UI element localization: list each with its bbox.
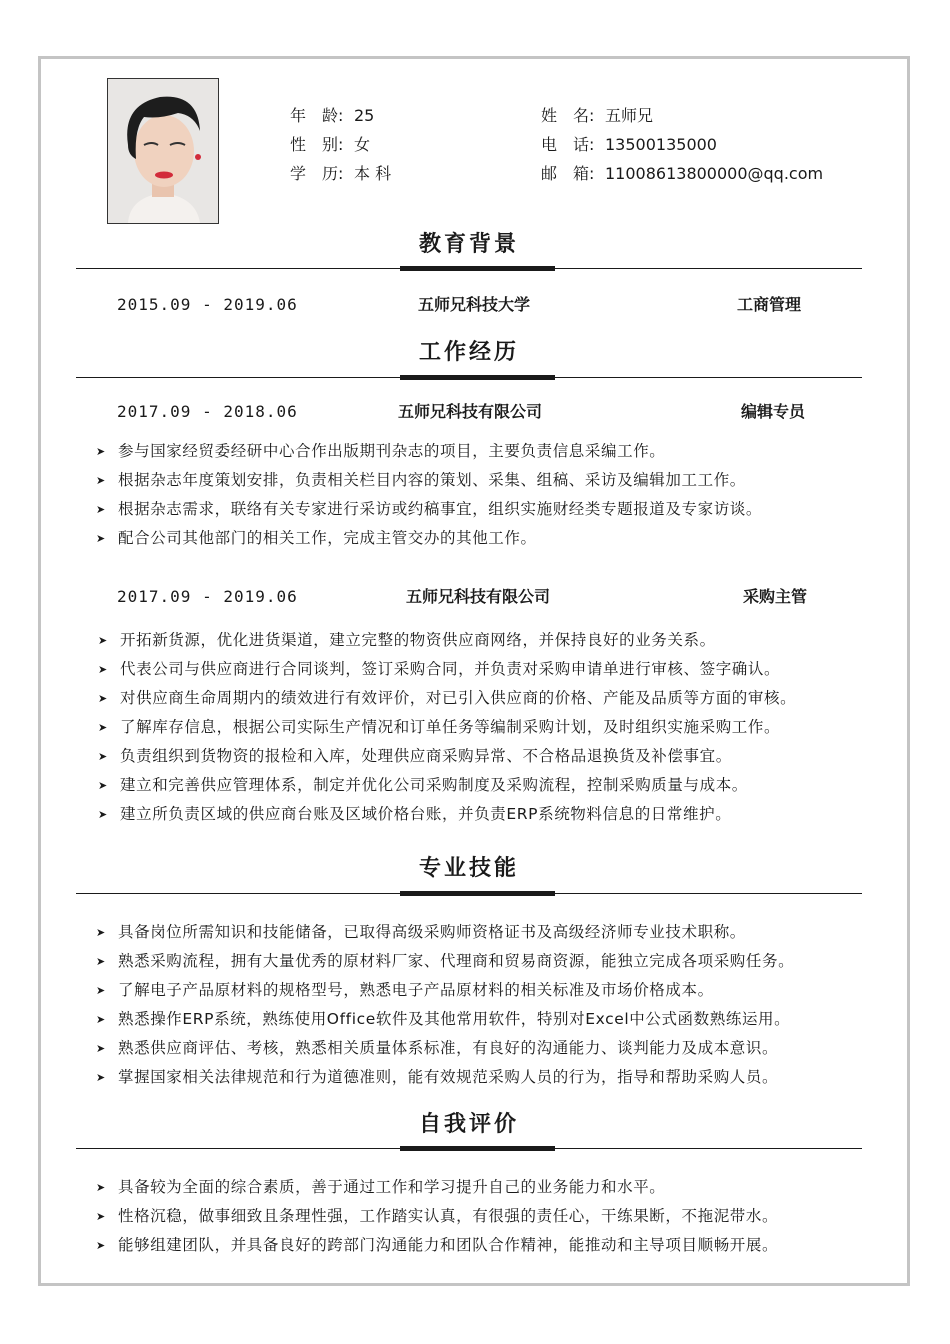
job-position: 编辑专员 [741,402,806,421]
self-divider-accent [400,1146,555,1151]
arrow-right-icon: ➤ [96,1239,106,1252]
list-item: ➤ 根据杂志年度策划安排，负责相关栏目内容的策划、采集、组稿、采访及编辑加工工作。 [96,466,896,495]
list-item: ➤ 开拓新货源，优化进货渠道，建立完整的物资供应商网络，并保持良好的业务关系。 [98,626,898,655]
arrow-right-icon: ➤ [98,750,108,763]
list-item: ➤ 了解库存信息，根据公司实际生产情况和订单任务等编制采购计划，及时组织实施采购工作。 [98,713,898,742]
work-section-title: 工作经历 [418,340,519,365]
arrow-right-icon: ➤ [96,445,106,458]
skills-divider-accent [400,891,555,896]
education-period: 2015.09 - 2019.06 [117,295,298,314]
education-major: 工商管理 [737,295,802,314]
arrow-right-icon: ➤ [96,1210,106,1223]
education-divider-accent [400,266,555,271]
job-period: 2017.09 - 2019.06 [117,587,298,606]
list-item: ➤ 负责组织到货物资的报检和入库，处理供应商采购异常、不合格品退换货及补偿事宜。 [98,742,898,771]
arrow-right-icon: ➤ [96,955,106,968]
arrow-right-icon: ➤ [98,692,108,705]
profile-photo [107,78,219,224]
list-item: ➤ 代表公司与供应商进行合同谈判，签订采购合同，并负责对采购申请单进行审核、签字确认。 [98,655,898,684]
age-value: 25 [354,106,375,125]
email-row [541,164,823,184]
list-item: ➤ 建立和完善供应管理体系，制定并优化公司采购制度及采购流程，控制采购质量与成本。 [98,771,898,800]
age-label: 年 龄: [290,106,344,125]
arrow-right-icon: ➤ [98,634,108,647]
email-label: 邮 箱: [541,164,595,183]
name-label: 姓 名: [541,106,595,125]
education-row [290,164,391,184]
list-item: ➤ 性格沉稳，做事细致且条理性强，工作踏实认真，有很强的责任心，干练果断，不拖泥带水。 [96,1202,896,1231]
phone-label: 电 话: [541,135,595,154]
gender-label: 性 别: [290,135,344,154]
arrow-right-icon: ➤ [96,474,106,487]
list-item: ➤ 参与国家经贸委经研中心合作出版期刊杂志的项目，主要负责信息采编工作。 [96,437,896,466]
self-evaluation-list [96,1173,896,1260]
arrow-right-icon: ➤ [96,532,106,545]
list-item: ➤ 具备岗位所需知识和技能储备，已取得高级采购师资格证书及高级经济师专业技术职称。 [96,918,896,947]
list-item: ➤ 具备较为全面的综合素质，善于通过工作和学习提升自己的业务能力和水平。 [96,1173,896,1202]
list-item: ➤ 配合公司其他部门的相关工作，完成主管交办的其他工作。 [96,524,896,553]
self-section-title: 自我评价 [418,1112,519,1137]
job-company: 五师兄科技有限公司 [398,402,543,421]
email-value: 11008613800000@qq.com [605,164,824,183]
name-value: 五师兄 [605,106,654,125]
list-item: ➤ 掌握国家相关法律规范和行为道德准则，能有效规范采购人员的行为，指导和帮助采购人员。 [96,1063,896,1092]
education-value: 本 科 [354,164,392,183]
job-duties-list [96,437,896,553]
arrow-right-icon: ➤ [96,1042,106,1055]
arrow-right-icon: ➤ [98,808,108,821]
list-item: ➤ 了解电子产品原材料的规格型号，熟悉电子产品原材料的相关标准及市场价格成本。 [96,976,896,1005]
work-divider-accent [400,375,555,380]
name-row [541,106,653,126]
education-school: 五师兄科技大学 [418,295,531,314]
job-company: 五师兄科技有限公司 [406,587,551,606]
skills-list [96,918,896,1092]
list-item: ➤ 对供应商生命周期内的绩效进行有效评价，对已引入供应商的价格、产能及品质等方面的审核。 [98,684,898,713]
phone-row [541,135,717,155]
list-item: ➤ 建立所负责区域的供应商台账及区域价格台账，并负责ERP系统物料信息的日常维护。 [98,800,898,829]
education-label: 学 历: [290,164,344,183]
arrow-right-icon: ➤ [98,779,108,792]
arrow-right-icon: ➤ [96,984,106,997]
job-duties-list [98,626,898,829]
gender-row [290,135,370,155]
phone-value: 13500135000 [605,135,717,154]
list-item: ➤ 能够组建团队，并具备良好的跨部门沟通能力和团队合作精神，能推动和主导项目顺畅开展。 [96,1231,896,1260]
age-row [290,106,374,126]
list-item: ➤ 熟悉操作ERP系统，熟练使用Office软件及其他常用软件，特别对Excel中公式函数熟练运用。 [96,1005,896,1034]
arrow-right-icon: ➤ [96,926,106,939]
arrow-right-icon: ➤ [96,1071,106,1084]
arrow-right-icon: ➤ [96,1181,106,1194]
arrow-right-icon: ➤ [98,663,108,676]
education-section-title: 教育背景 [418,232,519,257]
arrow-right-icon: ➤ [96,503,106,516]
arrow-right-icon: ➤ [96,1013,106,1026]
list-item: ➤ 熟悉供应商评估、考核，熟悉相关质量体系标准，有良好的沟通能力、谈判能力及成本意识。 [96,1034,896,1063]
gender-value: 女 [354,135,371,154]
list-item: ➤ 熟悉采购流程，拥有大量优秀的原材料厂家、代理商和贸易商资源，能独立完成各项采购任务。 [96,947,896,976]
job-period: 2017.09 - 2018.06 [117,402,298,421]
job-position: 采购主管 [743,587,808,606]
skills-section-title: 专业技能 [418,856,519,881]
list-item: ➤ 根据杂志需求，联络有关专家进行采访或约稿事宜，组织实施财经类专题报道及专家访谈。 [96,495,896,524]
arrow-right-icon: ➤ [98,721,108,734]
